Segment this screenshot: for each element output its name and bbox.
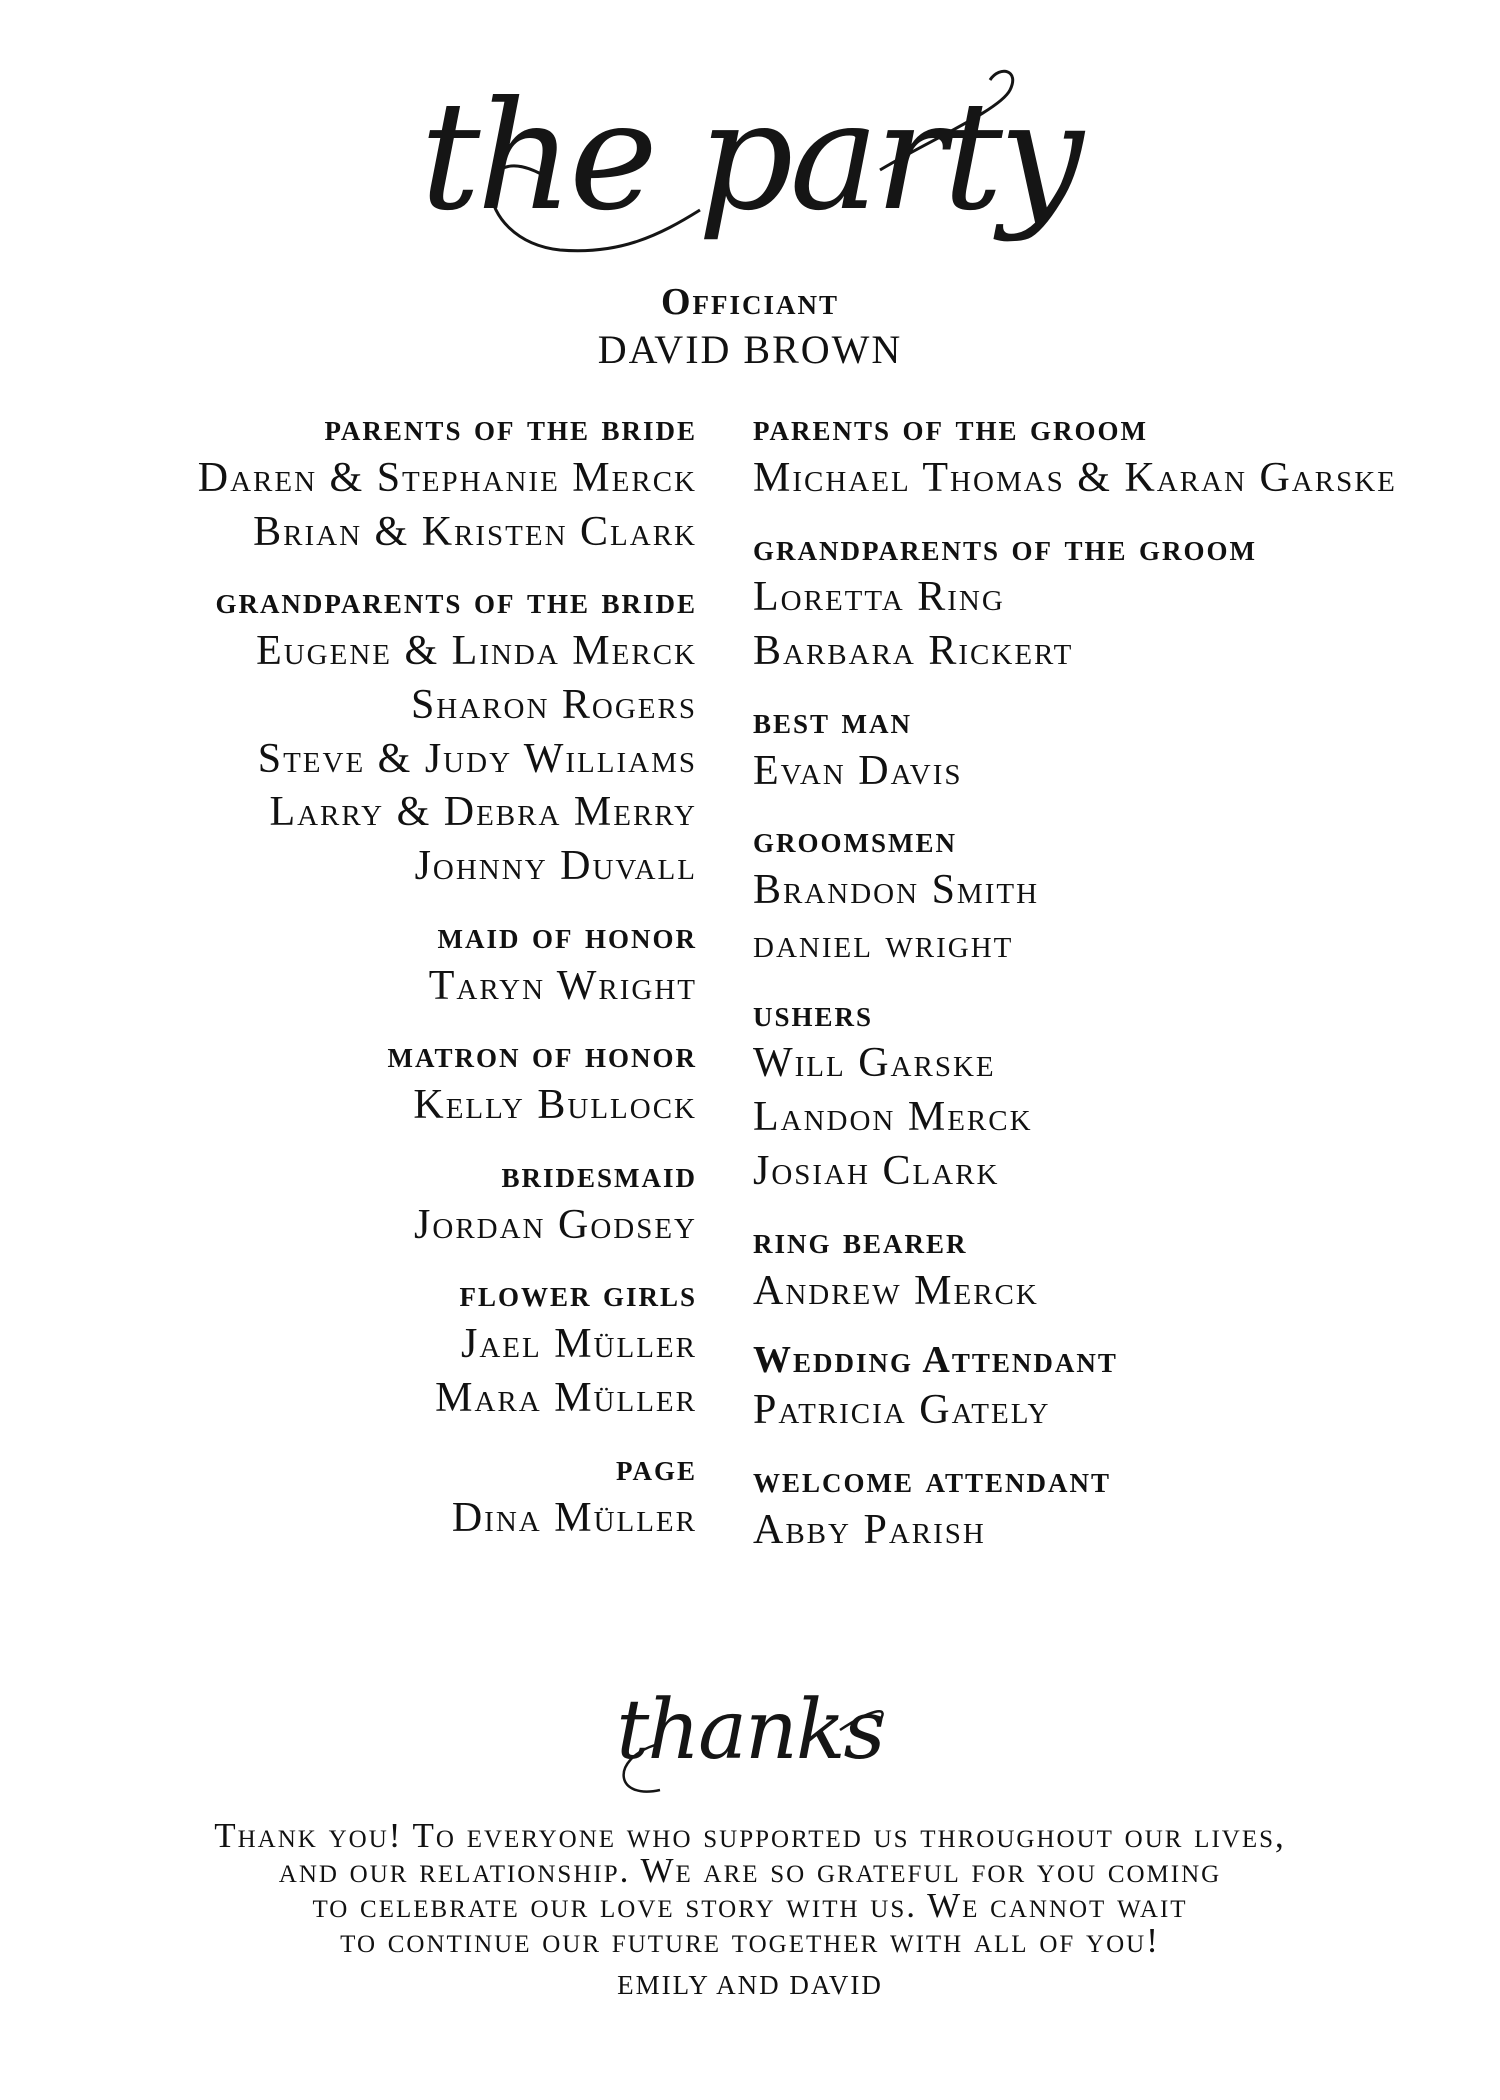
role-heading: groomsmen	[753, 819, 957, 862]
person-name: Mara Müller	[435, 1375, 697, 1422]
right-section-7	[753, 1460, 1397, 1558]
right-section-0	[753, 408, 1397, 506]
right-section-5	[753, 1221, 1397, 1319]
person-name: Sharon Rogers	[410, 681, 697, 728]
person-name: Daren & Stephanie Merck	[197, 454, 697, 501]
person-name: Jordan Godsey	[414, 1201, 697, 1248]
role-heading: ring bearer	[753, 1219, 968, 1262]
person-name: Patricia Gately	[753, 1387, 1051, 1434]
role-heading: ushers	[753, 992, 874, 1035]
officiant-role: Officiant	[660, 281, 840, 323]
person-name: daniel wright	[753, 920, 1014, 967]
right-section-4	[753, 994, 1397, 1199]
person-name: Brandon Smith	[753, 867, 1040, 914]
person-name: Loretta Ring	[753, 574, 1005, 621]
right-section-6	[753, 1340, 1397, 1438]
role-heading: best man	[753, 699, 913, 742]
thanks-line: to continue our future together with all of you!	[340, 1921, 1160, 1960]
officiant-section	[0, 282, 1500, 375]
role-heading: parents of the groom	[753, 407, 1149, 449]
person-name: Will Garske	[753, 1040, 996, 1087]
person-name: Dina Müller	[451, 1494, 697, 1541]
person-name: Andrew Merck	[753, 1267, 1039, 1314]
person-name: Evan Davis	[753, 747, 963, 794]
person-name: Michael Thomas & Karan Garske	[753, 454, 1397, 501]
role-heading: grandparents of the groom	[753, 526, 1258, 569]
right-section-3	[753, 820, 1397, 971]
thanks-message	[0, 1818, 1500, 1958]
left-section-1	[198, 581, 697, 894]
right-section-2	[753, 701, 1397, 799]
person-name: Landon Merck	[753, 1094, 1033, 1141]
person-name: Kelly Bullock	[413, 1082, 697, 1129]
person-name: Brian & Kristen Clark	[253, 508, 697, 555]
role-heading: matron of honor	[387, 1034, 697, 1077]
person-name: Steve & Judy Williams	[257, 735, 697, 782]
groom-side-column	[753, 408, 1397, 1579]
role-heading: grandparents of the bride	[215, 580, 697, 623]
role-heading: page	[616, 1446, 697, 1489]
left-section-4	[198, 1155, 697, 1253]
thanks-line: Thank you! To everyone who supported us throughout our lives,	[214, 1816, 1286, 1855]
role-heading: maid of honor	[437, 914, 697, 957]
role-heading: bridesmaid	[501, 1153, 697, 1196]
left-section-2	[198, 916, 697, 1014]
left-section-0	[198, 408, 697, 559]
left-section-3	[198, 1035, 697, 1133]
left-section-5	[198, 1274, 697, 1425]
thanks-line: to celebrate our love story with us. We cannot wait	[312, 1886, 1188, 1925]
bride-side-column	[198, 408, 697, 1567]
person-name: Barbara Rickert	[753, 628, 1074, 675]
officiant-name: DAVID BROWN	[597, 326, 903, 372]
role-heading: parents of the bride	[324, 407, 697, 449]
left-section-6	[198, 1448, 697, 1546]
person-name: Eugene & Linda Merck	[256, 628, 697, 675]
thanks-line: and our relationship. We are so grateful for you coming	[278, 1851, 1222, 1890]
person-name: Jael Müller	[461, 1321, 697, 1368]
person-name: Josiah Clark	[753, 1147, 1000, 1194]
person-name: Abby Parish	[753, 1506, 986, 1553]
person-name: Larry & Debra Merry	[269, 789, 697, 836]
role-heading: welcome attendant	[753, 1458, 1112, 1501]
person-name: Taryn Wright	[428, 962, 697, 1009]
right-section-1	[753, 528, 1397, 679]
role-heading: Wedding Attendant	[753, 1339, 1118, 1382]
person-name: Johnny Duvall	[414, 843, 697, 890]
signature: EMILY AND DAVID	[617, 1970, 883, 2000]
thanks-heading: thanks	[616, 1683, 884, 1778]
role-heading: flower girls	[459, 1273, 697, 1316]
page-title: the party	[420, 70, 1080, 244]
